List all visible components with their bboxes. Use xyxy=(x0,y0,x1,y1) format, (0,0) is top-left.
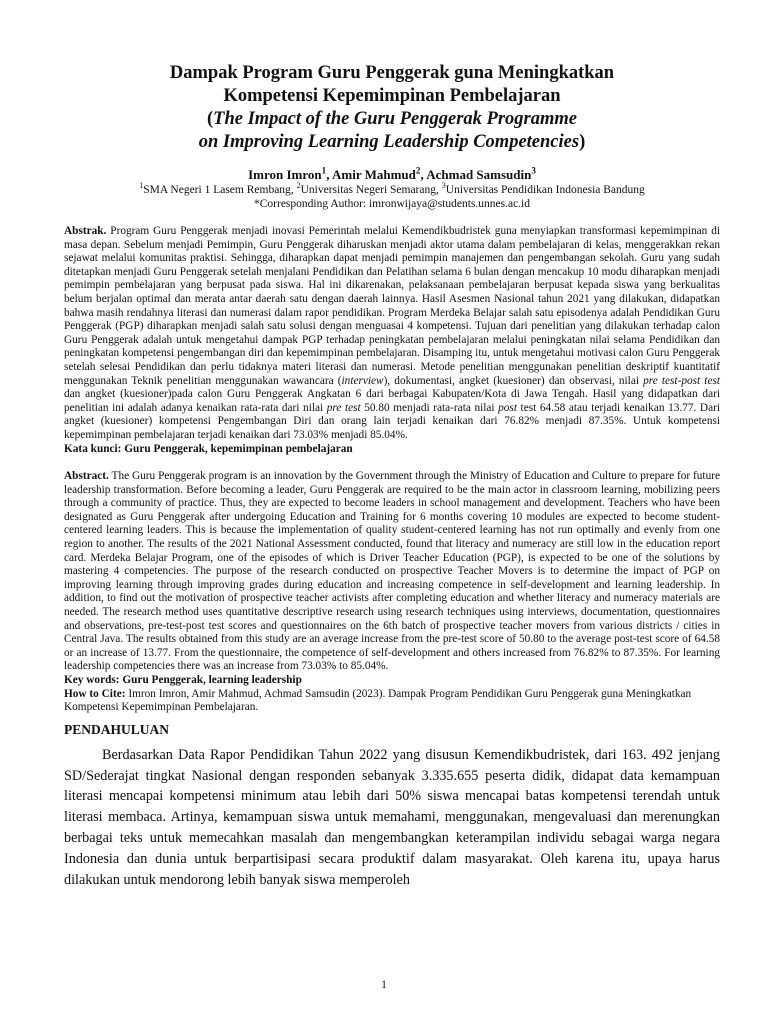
abstrak-paragraph xyxy=(64,225,720,443)
title-en-text-2: on Improving Learning Leadership Competencies xyxy=(198,132,580,152)
corresponding-author: *Corresponding Author: imronwijaya@students.unnes.ac.id xyxy=(253,198,530,210)
author-list xyxy=(64,167,720,183)
affil-2: Universitas Negeri Semarang, xyxy=(300,184,442,196)
paper-page xyxy=(64,62,720,890)
author-1: Imron Imron xyxy=(248,167,322,182)
author-2-sup: 2 xyxy=(415,165,421,176)
abstrak-italic-2: pre test-post test xyxy=(643,374,720,387)
title-en-text-1: The Impact of the Guru Penggerak Programme xyxy=(213,109,577,129)
abstrak-italic-3: pre test xyxy=(326,401,361,414)
author-3: Achmad Samsudin xyxy=(426,167,532,182)
abstrak-text-1: Program Guru Penggerak menjadi inovasi Pemerintah melalui Kemendikbudristek guna menyiapkan transformasi kepemimpinan di masa depan. Sebelum menjadi Pemimpin, Guru Penggerak diharuskan menjadi aktor utama dalam pembelajaran di kelas, menggerakkan rekan sejawat melalui komunitas praktisi. Sehingga, diharapkan dapat menjadi pemimpin manajemen dan pengembangan sekolah. Guru yang sudah ditetapkan menjadi Guru Penggerak setelah menjalani Pendidikan dan Pelatihan selama 6 bulan dengan mencakup 10 modu diharapkan menjadi pemimpin pembelajaran yang berpusat pada siswa. Hal ini dikarenakan, pelaksanaan pembelajaran berpusat kepada siswa yang berkualitas belum berjalan optimal dan merata antar daerah satu dengan daerah lainnya. Hasil Asesmen Nasional tahun 2021 yang dilakukan, didapatkan bahwa masih rendahnya literasi dan numerasi dalam rapor pendidikan. Program Merdeka Belajar salah satu episodenya adalah Pendidikan Guru Penggerak (PGP) diharapkan menjadi salah satu solusi dengan menguasai 4 kompetensi. Tujuan dari penelitian yang dilakukan terhadap calon Guru Penggerak adalah untuk mengetahui dampak PGP terhadap peningkatan pembelajaran melalui peningkatan nilai selama Pendidikan dan peningkatan kompetensi pengembangan diri dan kepemimpinan pembelajaran. Disamping itu, untuk mengetahui motivasi calon Guru Penggerak setelah selesai Pendidikan dan perlu tidaknya materi literasi dan numerasi. Metode penelitian menggunakan penelitian deskriptif kuantitatif menggunakan Teknik penelitian menggunakan wawancara ( xyxy=(64,225,720,387)
title-en-line-1 xyxy=(64,108,720,131)
abstrak-text-3: dan angket (kuesioner)pada calon Guru Penggerak Angkatan 6 dari berbagai Kabupaten/Kota di Jawa Tengah. Hasil yang didapatkan dari penelitian ini adalah adanya kenaikan rata-rata dari nilai xyxy=(64,388,720,414)
title-close-paren: ) xyxy=(579,132,586,152)
body-paragraph: Berdasarkan Data Rapor Pendidikan Tahun 2022 yang disusun Kemendikbudristek, dari 163. 492 jenjang SD/Sederajat tingkat Nasional dengan responden sebanyak 3.335.655 peserta didik, didapat data kemampuan literasi mencapai kompetensi minimum atau lebih dari 50% siswa mencapai batas kompetensi terendah untuk literasi membaca. Artinya, kemampuan siswa untuk memahami, menggunakan, mengevaluasi dan merenungkan berbagai teks untuk memecahkan masalah dan mengembangkan keterampilan individu sebagai warga negara Indonesia dan dunia untuk berpartisipasi secara produktif dalam masyarakat. Oleh karena itu, upaya harus dilakukan untuk mendorong lebih banyak siswa memperoleh xyxy=(64,746,720,888)
abstrak-text-2: ), dokumentasi, angket (kuesioner) dan observasi, nilai xyxy=(383,374,644,387)
affil-3-sup: 3 xyxy=(441,181,446,191)
abstrak-label: Abstrak. xyxy=(64,225,107,237)
author-sep: , xyxy=(326,167,332,182)
author-2: Amir Mahmud xyxy=(331,167,416,182)
abstract-text: The Guru Penggerak program is an innovation by the Government through the Ministry of Education and Culture to prepare for future leadership transformation. Before becoming a leader, Guru Penggerak are required to be the main actor in classroom learning, mobilizing peers through a community of practice. Thus, they are expected to become leaders in school management and development. Teachers who have been designated as Guru Penggerak after undergoing Education and Training for 6 months covering 10 modules are expected to become student-centered learning leaders. This is because the implementation of quality student-centered learning has not run optimally and evenly from one region to another. The results of the 2021 National Assessment conducted, found that literacy and numeracy are still low in the education report card. Merdeka Belajar Program, one of the episodes of which is Driver Teacher Education (PGP), is expected to be one of the solutions by mastering 4 competencies. The purpose of the research conducted on prospective Teacher Movers is to determine the impact of PGP on improving learning through improving grades during education and increasing competence in self-development and learning leadership. In addition, to find out the motivation of prospective teacher activists after completing education and whether literacy and numeracy materials are needed. The research method uses quantitative descriptive research using research techniques using interviews, documentation, questionnaires and observations, pre-test-post test scores and questionnaires on the 6th batch of prospective teacher movers from various districts / cities in Central Java. The results obtained from this study are an average increase from the pre-test score of 50.80 to the average post-test score of 64.58 or an increase of 13.77. From the questionnaire, the competence of self-development and others increased from 76.82% to 87.35%. For learning leadership competencies there was an increase from 73.03% to 85.04%. xyxy=(64,470,720,673)
abstract-label: Abstract. xyxy=(64,470,109,483)
abstrak-text-4: 50.80 menjadi rata-rata nilai xyxy=(360,401,499,414)
abstrak-italic-1: interview xyxy=(341,374,384,387)
title-id-line-2: Kompetensi Kepemimpinan Pembelajaran xyxy=(223,86,561,106)
affil-3: Universitas Pendidikan Indonesia Bandung xyxy=(445,184,645,196)
page-number: 1 xyxy=(381,979,387,991)
affiliations xyxy=(64,183,720,197)
how-to-cite-label: How to Cite: xyxy=(64,687,126,700)
title-en-line-2 xyxy=(64,131,720,154)
author-1-sup: 1 xyxy=(321,165,327,176)
affil-1: SMA Negeri 1 Lasem Rembang, xyxy=(143,184,297,196)
key-words: Key words: Guru Penggerak, learning leadership xyxy=(64,674,302,686)
title-id-line-1: Dampak Program Guru Penggerak guna Meningkatkan xyxy=(169,63,615,83)
abstrak-italic-4: post xyxy=(498,401,517,414)
author-sep: , xyxy=(420,167,427,182)
abstrak-text-5: test 64.58 atau terjadi kenaikan 13.77. Dari angket (kuesioner) kompetensi Pengembangan Diri dan orang lain terjadi kenaikan dari 76.82% menjadi 87.35%. Untuk kompetensi kepemimpinan pembelajaran terjadi kenaikan dari 73.03% menjadi 85.04%. xyxy=(64,401,720,441)
affil-2-sup: 2 xyxy=(296,181,301,191)
author-3-sup: 3 xyxy=(531,165,536,176)
abstract-paragraph xyxy=(64,470,720,674)
affil-1-sup: 1 xyxy=(139,181,144,191)
section-heading: PENDAHULUAN xyxy=(64,721,170,737)
kata-kunci: Kata kunci: Guru Penggerak, kepemimpinan pembelajaran xyxy=(64,442,353,455)
how-to-cite-text: Imron Imron, Amir Mahmud, Achmad Samsudin (2023). Dampak Program Pendidikan Guru Penggerak guna Meningkatkan Kompetensi Kepemimpinan Pembelajaran. xyxy=(64,687,692,714)
title-open-paren: ( xyxy=(206,109,214,129)
how-to-cite xyxy=(64,688,720,715)
